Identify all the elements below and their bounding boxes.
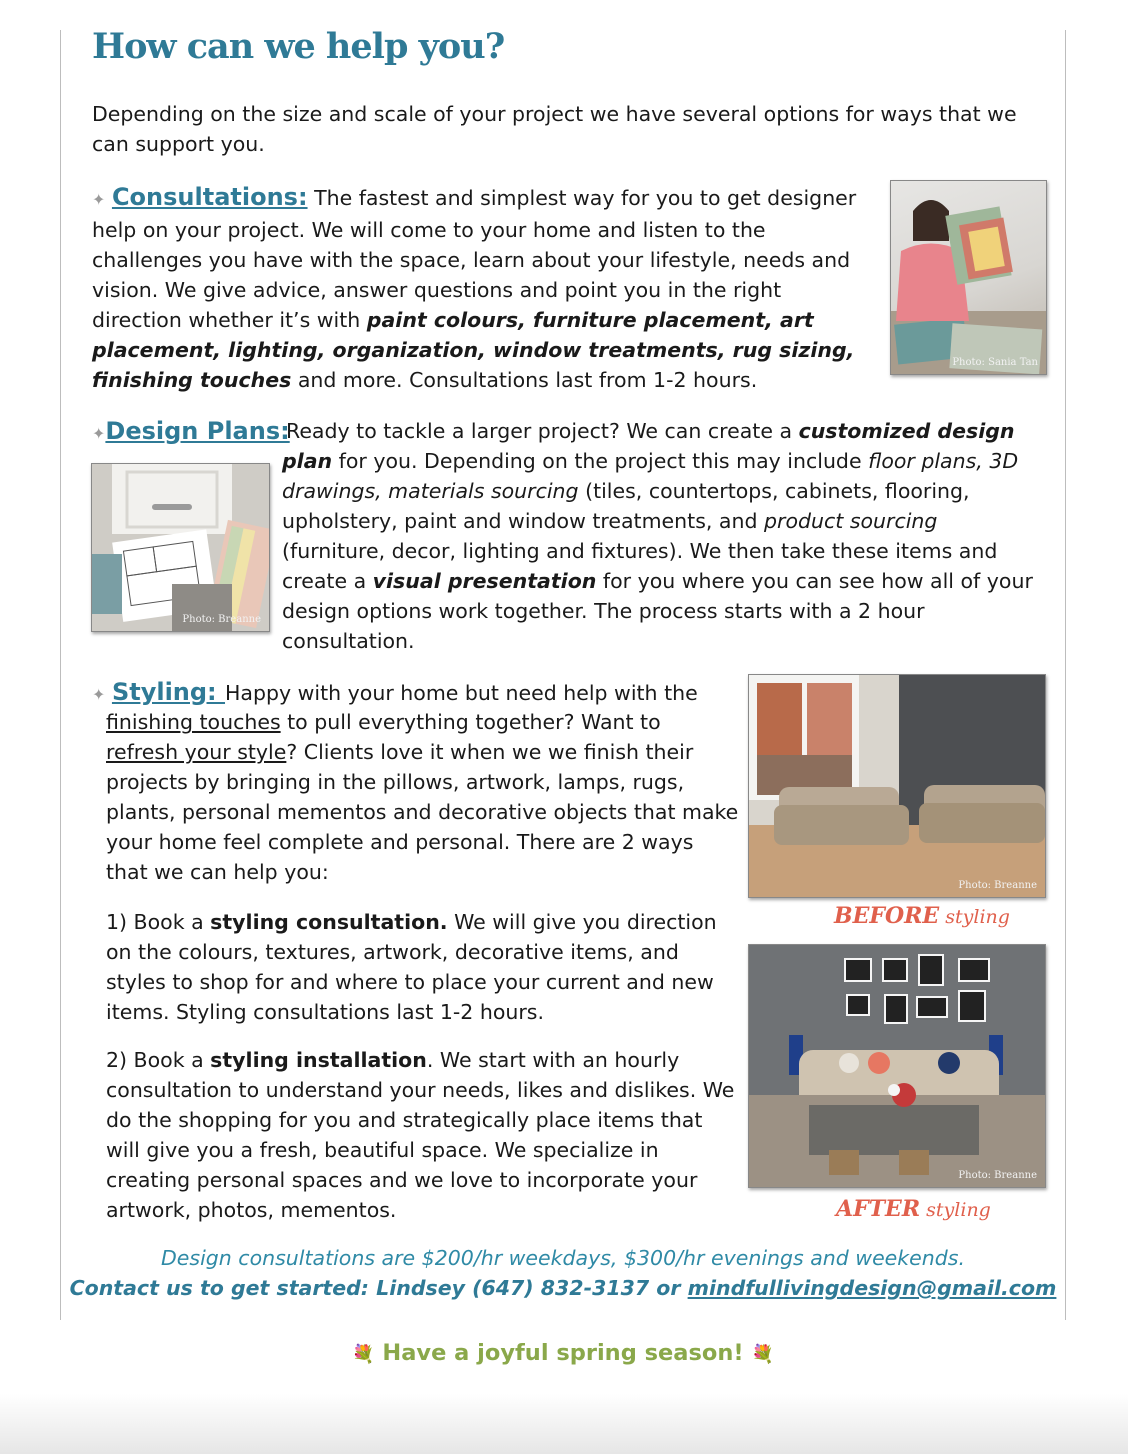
design-plans-e2: visual presentation <box>372 569 597 593</box>
page-bottom-shadow <box>0 1394 1128 1454</box>
consultations-emphasis: paint colours, furniture placement, art placement, lighting, organization, window treatments, rug sizing, finishing touches <box>92 308 855 392</box>
styling-refresh-style: refresh your style <box>106 740 287 764</box>
living-room-after-illustration <box>749 945 1045 1187</box>
design-plans-heading: Design Plans: <box>105 417 290 445</box>
design-plans-t1: Ready to tackle a larger project? We can create a <box>286 419 799 443</box>
after-styling-photo <box>748 944 1046 1188</box>
consultations-heading: Consultations: <box>111 183 308 211</box>
after-caption-small: styling <box>920 1199 991 1221</box>
option1-pre: 1) Book a <box>106 910 211 934</box>
before-caption-big: BEFORE <box>834 903 940 929</box>
consultation-photo <box>890 180 1047 375</box>
design-plans-photo <box>91 463 270 632</box>
designer-with-swatches-illustration <box>891 181 1046 374</box>
before-styling-photo <box>748 674 1046 898</box>
option2-pre: 2) Book a <box>106 1048 211 1072</box>
design-plans-t2: for you. Depending on the project this may include <box>332 449 869 473</box>
design-plans-t4: (furniture, decor, lighting and fixtures). We then take these items and create a <box>282 539 998 593</box>
design-plans-t5: for you where you can see how all of your design options work together. The process starts with a 2 hour consultation. <box>282 569 1033 653</box>
closing-message <box>60 1340 1066 1366</box>
design-plans-i2: product sourcing <box>764 509 938 533</box>
consultations-text-end: and more. Consultations last from 1-2 hours. <box>291 368 758 392</box>
right-margin-line <box>1065 30 1066 1320</box>
before-caption <box>834 903 1010 929</box>
design-plans-i1: floor plans, 3D drawings, materials sourcing <box>282 449 1019 503</box>
styling-t3: ? Clients love it when we we finish their projects by bringing in the pillows, artwork, lamps, rugs, plants, personal mementos and decorative objects that make your home feel complete and personal. There are 2 ways that we can help you: <box>106 740 739 884</box>
option2-text: . We start with an hourly consultation to understand your needs, likes and dislikes. We do the shopping for you and strategically place items that will give you a fresh, beautiful space. We specialize in creating personal spaces and we love to incorporate your artwork, photos, mementos. <box>106 1048 735 1222</box>
design-plans-e1: customized design plan <box>282 419 1015 473</box>
option1-text: We will give you direction on the colours, textures, artwork, decorative items, and styles to shop for and where to place your current and new items. Styling consultations last 1-2 hours. <box>106 910 717 1024</box>
consultation-photo-credit: Photo: Sania Tan <box>952 357 1038 368</box>
star-bullet-icon: ✦ <box>92 424 106 443</box>
consultations-section <box>92 182 862 395</box>
option1-bold: styling consultation. <box>210 910 448 934</box>
design-plans-text <box>282 416 1042 656</box>
design-plans-photo-credit: Photo: Breanne <box>182 614 261 625</box>
design-plans-t3: (tiles, countertops, cabinets, flooring, upholstery, paint and window treatments, and <box>282 479 970 533</box>
living-room-before-illustration <box>749 675 1045 897</box>
styling-option-1 <box>106 907 739 1027</box>
intro-paragraph: Depending on the size and scale of your project we have several options for ways that we can support you. <box>92 102 1017 156</box>
page-title: How can we help you? <box>92 26 505 67</box>
styling-heading-line <box>92 677 737 710</box>
closing-text: Have a joyful spring season! <box>374 1340 752 1366</box>
styling-intro-start: Happy with your home but need help with the <box>225 681 698 705</box>
option2-bold: styling installation <box>210 1048 427 1072</box>
styling-finishing-touches: finishing touches <box>106 710 281 734</box>
styling-text <box>106 707 739 887</box>
styling-t2: to pull everything together? Want to <box>280 710 661 734</box>
flower-bouquet-icon: 💐 <box>352 1344 375 1365</box>
after-caption-big: AFTER <box>836 1196 921 1222</box>
after-photo-credit: Photo: Breanne <box>958 1170 1037 1181</box>
rates-note: Design consultations are $200/hr weekdays, $300/hr evenings and weekends. <box>161 1246 965 1270</box>
after-caption <box>836 1196 991 1222</box>
contact-line <box>60 1276 1066 1300</box>
star-bullet-icon: ✦ <box>92 190 106 209</box>
star-bullet-icon: ✦ <box>92 685 106 704</box>
before-caption-small: styling <box>939 906 1010 928</box>
styling-option-2 <box>106 1045 739 1225</box>
before-photo-credit: Photo: Breanne <box>958 880 1037 891</box>
contact-text: Contact us to get started: Lindsey (647) 832-3137 or <box>69 1276 688 1300</box>
email-link[interactable]: mindfullivingdesign@gmail.com <box>687 1276 1057 1300</box>
styling-heading: Styling: <box>111 678 226 706</box>
consultations-text: The fastest and simplest way for you to get designer help on your project. We will come to your home and listen to the challenges you have with the space, learn about your lifestyle, needs and vision. We give advice, answer questions and point you in the right direction whether it’s with <box>92 186 857 332</box>
materials-flatlay-illustration <box>92 464 269 631</box>
left-margin-line <box>60 30 61 1320</box>
flower-bouquet-icon: 💐 <box>751 1344 774 1365</box>
